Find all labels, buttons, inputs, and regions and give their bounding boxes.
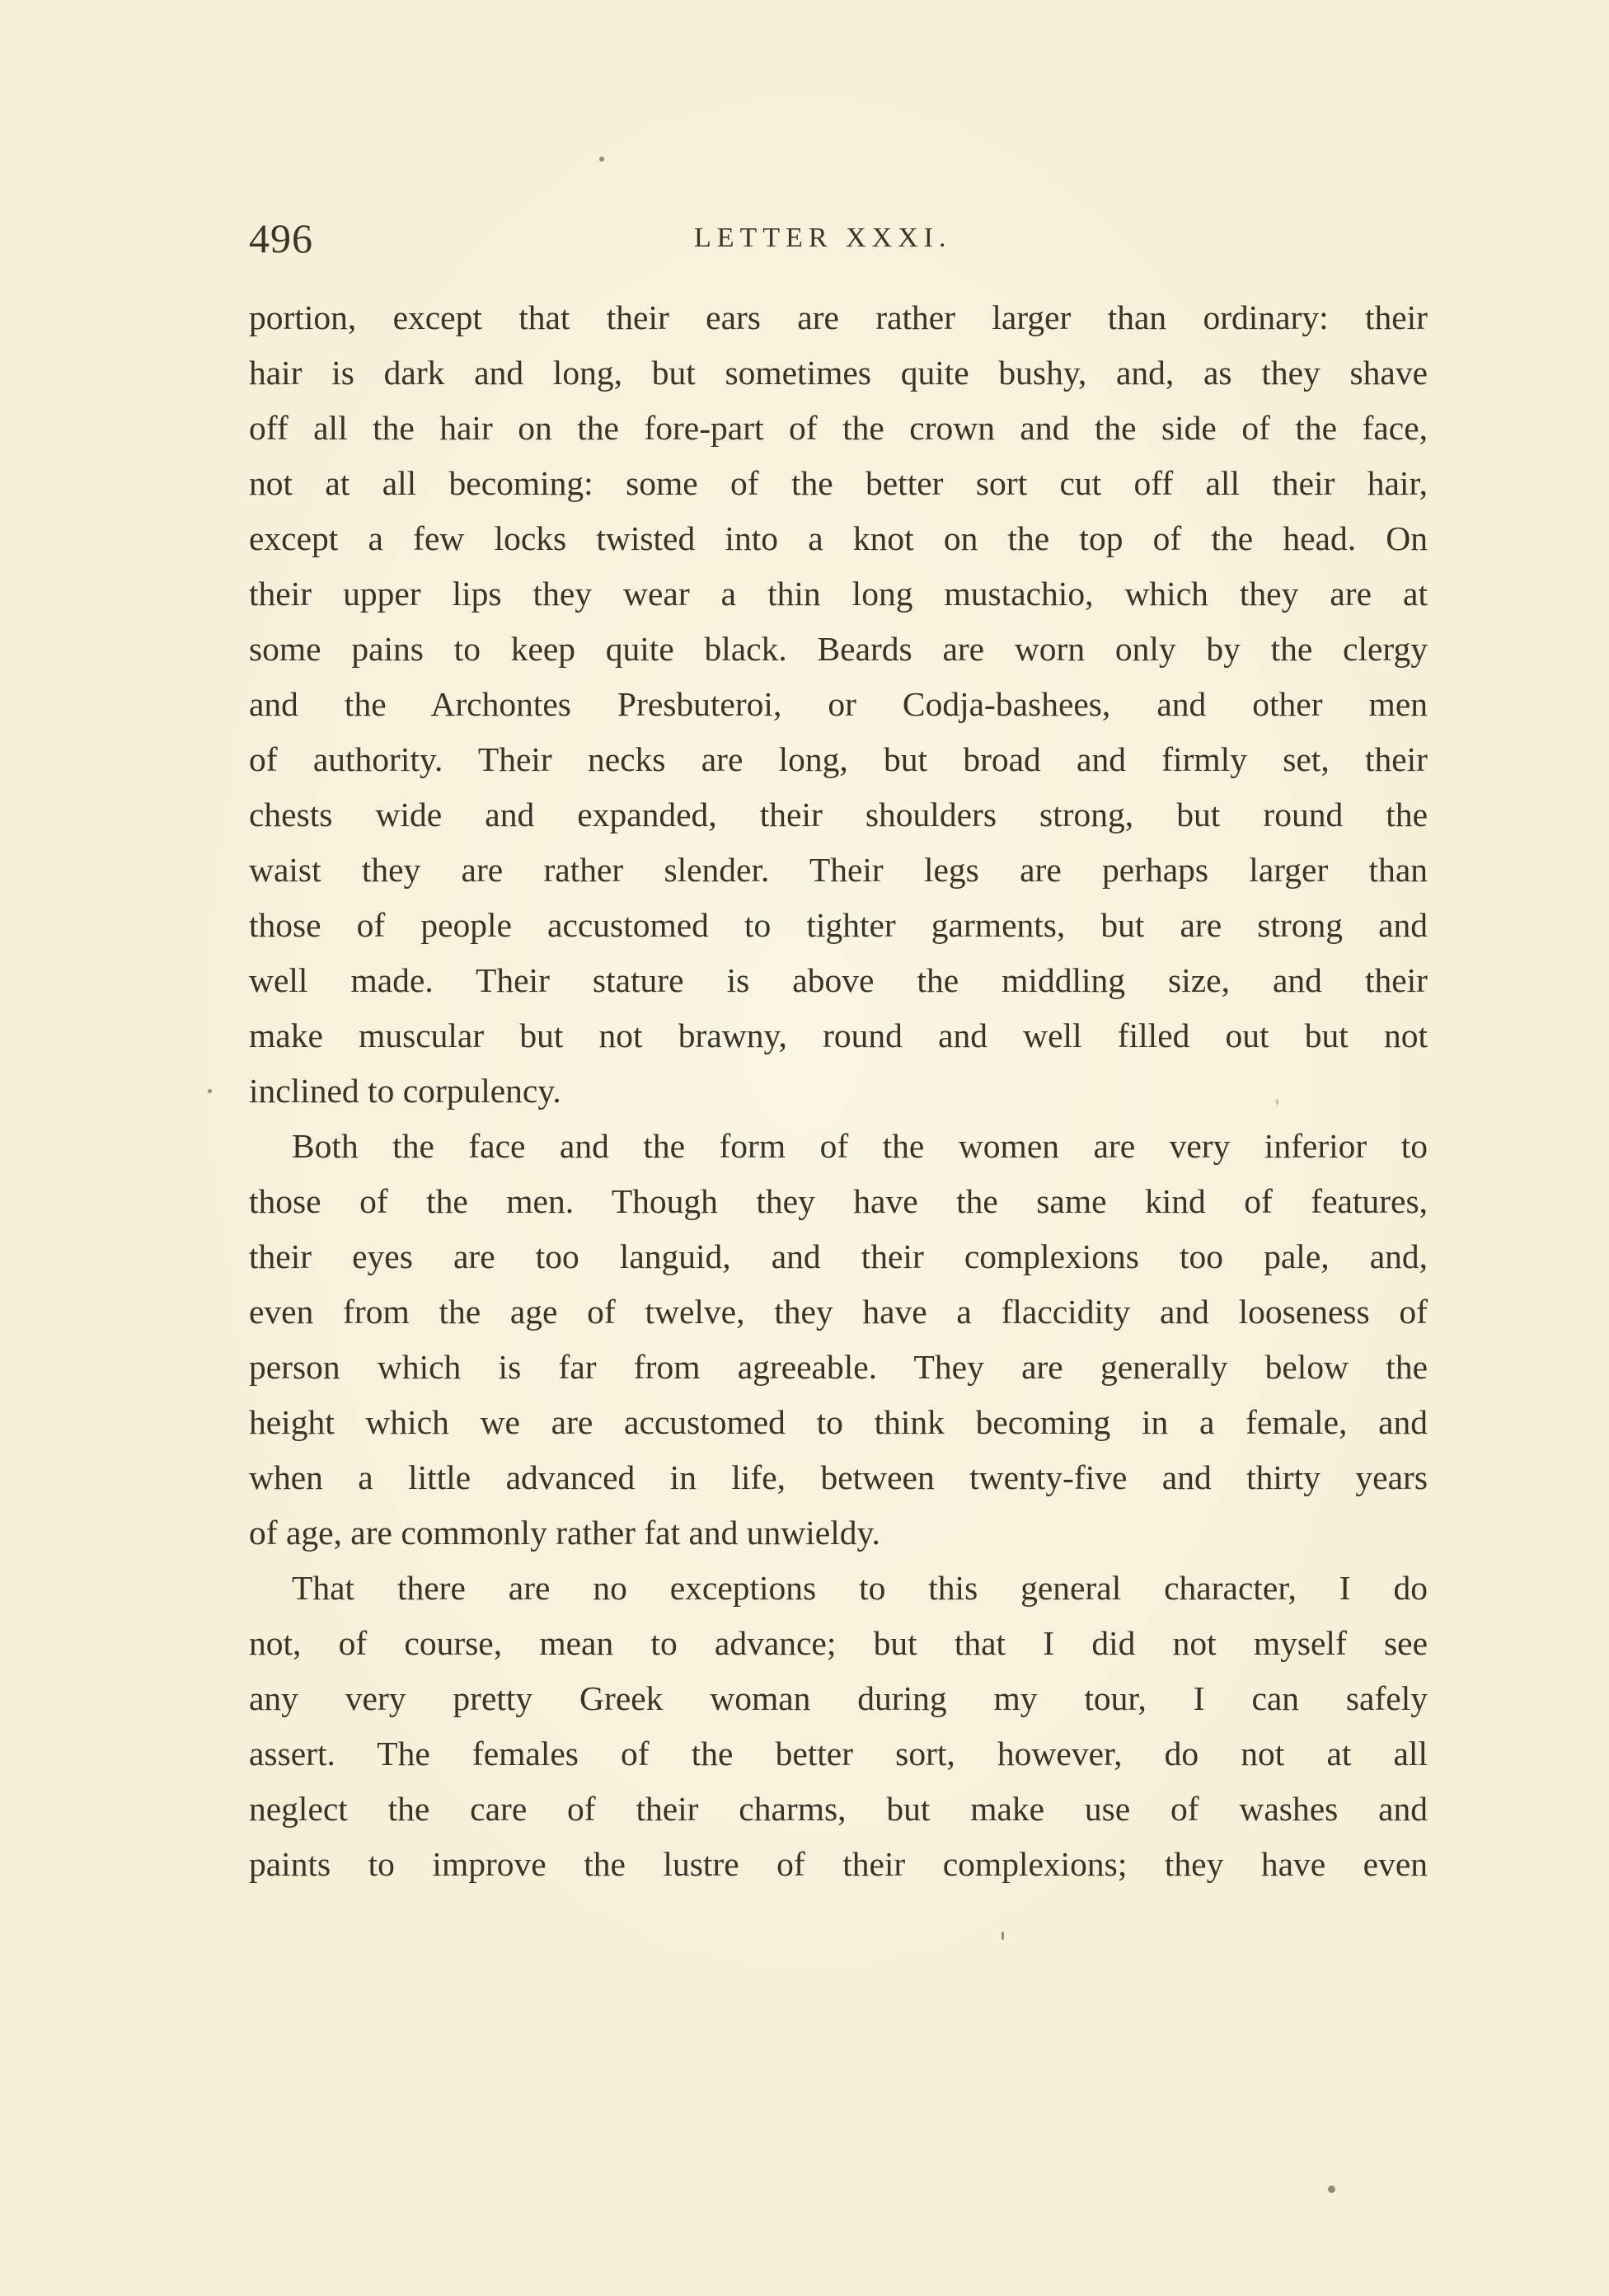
text-line: hair is dark and long, but sometimes quite bushy, and, as they shave: [249, 354, 1428, 392]
text-line: off all the hair on the fore-part of the crown and the side of the face,: [249, 409, 1428, 447]
text-line: neglect the care of their charms, but make use of washes and: [249, 1790, 1428, 1828]
text-line: their upper lips they wear a thin long mustachio, which they are at: [249, 575, 1428, 613]
text-line: inclined to corpulency.: [249, 1072, 561, 1110]
text-line: those of people accustomed to tighter garments, but are strong and: [249, 906, 1428, 944]
text-line: not at all becoming: some of the better sort cut off all their hair,: [249, 464, 1428, 502]
paper-speck: [599, 157, 604, 162]
text-line: even from the age of twelve, they have a flaccidity and looseness of: [249, 1293, 1428, 1331]
text-line: portion, except that their ears are rather larger than ordinary: their: [249, 298, 1428, 336]
text-line: person which is far from agreeable. They are generally below the: [249, 1348, 1428, 1386]
text-line: Both the face and the form of the women are very inferior to: [292, 1127, 1428, 1165]
text-line: not, of course, mean to advance; but that I did not myself see: [249, 1624, 1428, 1662]
text-line: height which we are accustomed to think becoming in a female, and: [249, 1403, 1428, 1441]
text-line: when a little advanced in life, between twenty-five and thirty years: [249, 1458, 1428, 1496]
text-line: assert. The females of the better sort, however, do not at all: [249, 1735, 1428, 1772]
text-line: make muscular but not brawny, round and well filled out but not: [249, 1017, 1428, 1054]
text-line: That there are no exceptions to this general character, I do: [292, 1569, 1428, 1607]
text-line: well made. Their stature is above the middling size, and their: [249, 961, 1428, 999]
text-line: some pains to keep quite black. Beards are worn only by the clergy: [249, 630, 1428, 668]
text-line: of authority. Their necks are long, but broad and firmly set, their: [249, 740, 1428, 778]
text-line: and the Archontes Presbuteroi, or Codja-bashees, and other men: [249, 685, 1428, 723]
paper-speck: [1328, 2186, 1335, 2193]
text-line: those of the men. Though they have the same kind of features,: [249, 1182, 1428, 1220]
text-line: paints to improve the lustre of their complexions; they have even: [249, 1845, 1428, 1883]
page-number: 496: [249, 215, 313, 261]
paper-speck: [208, 1089, 212, 1093]
text-line: except a few locks twisted into a knot on the top of the head. On: [249, 519, 1428, 557]
page-header: [249, 206, 1428, 272]
text-line: their eyes are too languid, and their complexions too pale, and,: [249, 1237, 1428, 1275]
text-line: any very pretty Greek woman during my tour, I can safely: [249, 1679, 1428, 1717]
text-line: waist they are rather slender. Their legs are perhaps larger than: [249, 851, 1428, 889]
paper-speck: [1002, 1932, 1004, 1940]
paper-speck: [1276, 1099, 1278, 1105]
text-line: of age, are commonly rather fat and unwieldy.: [249, 1514, 880, 1552]
body-text: [249, 290, 1428, 1892]
text-line: chests wide and expanded, their shoulders strong, but round the: [249, 796, 1428, 833]
running-head: LETTER XXXI.: [694, 223, 952, 253]
